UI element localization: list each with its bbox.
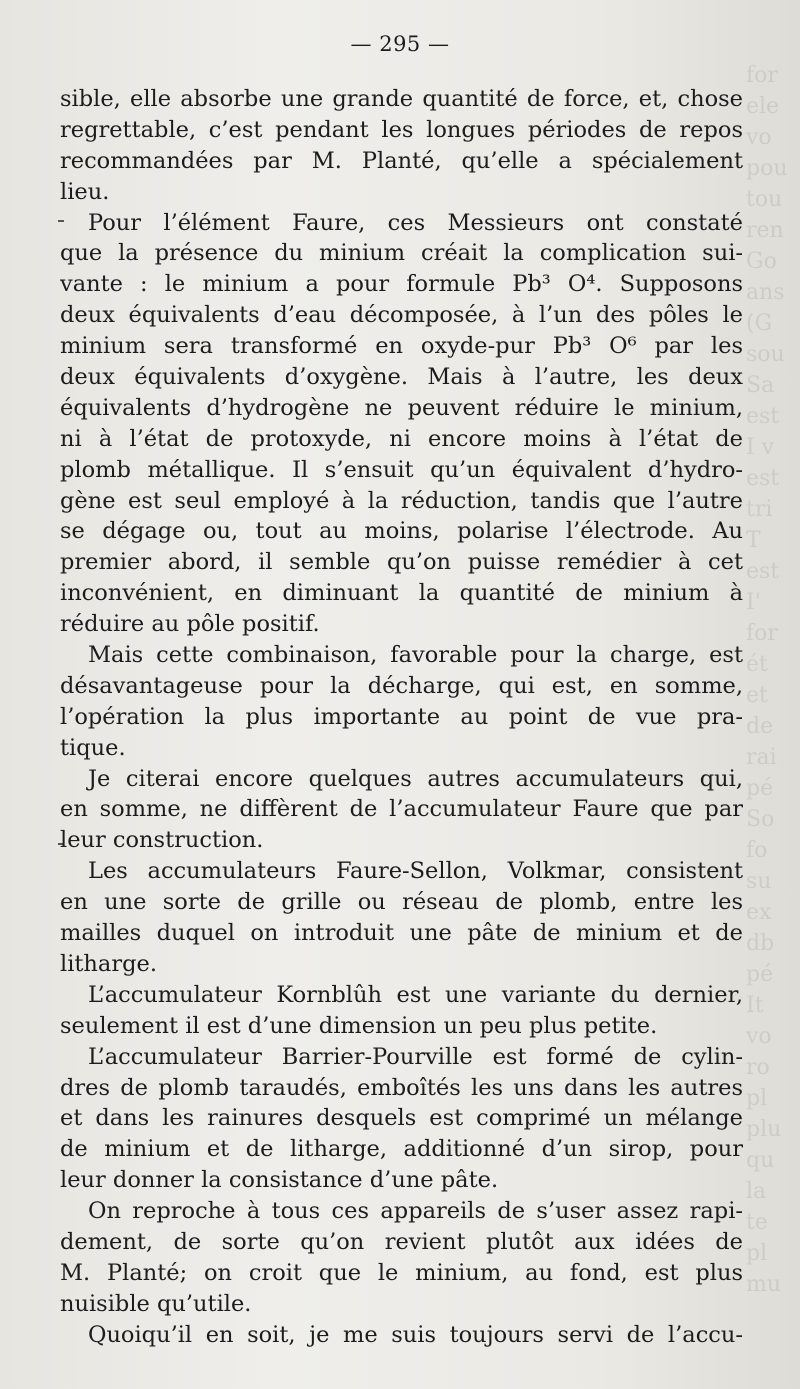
text-line: deux équivalents d’eau décomposée, à l’un des pôles le [60, 302, 743, 329]
bleed-through-text: for ele vo pou tou ren Go ans (G sou Sa est I v est tri T est I' for ét et de rai pé So fo su ex db pé It vo ro pl plu qu la te pl mu [746, 63, 788, 1297]
text-line: litharge. [60, 950, 157, 977]
text-line: seulement il est d’une dimension un peu plus petite. [60, 1012, 658, 1039]
text-line: dres de plomb taraudés, emboîtés les uns dans les autres [60, 1074, 743, 1101]
text-line: sible, elle absorbe une grande quantité de force, et, chose [60, 86, 743, 112]
text-line: recommandées par M. Planté, qu’elle a spécialement [60, 147, 743, 174]
text-line: l’opération la plus importante au point de vue pra- [60, 703, 743, 730]
text-line: nuisible qu’utile. [60, 1290, 252, 1317]
text-line: dement, de sorte qu’on revient plutôt aux idées de [60, 1228, 743, 1255]
text-line: tique. [60, 734, 126, 761]
text-line: vante : le minium a pour formule Pb³ O⁴. Supposons [60, 271, 743, 298]
text-line: que la présence du minium créait la complication sui- [60, 240, 743, 267]
text-line: L’accumulateur Kornblûh est une variante du dernier, [88, 981, 743, 1008]
text-line: Mais cette combinaison, favorable pour la charge, est [88, 642, 743, 669]
text-line: en une sorte de grille ou réseau de plomb, entre les [60, 889, 743, 916]
text-line: en somme, ne diffèrent de l’accumulateur Faure que par [60, 796, 743, 823]
text-line: équivalents d’hydrogène ne peuvent réduire le minium, [60, 394, 743, 421]
text-line: regrettable, c’est pendant les longues périodes de repos [60, 116, 743, 143]
text-line: inconvénient, en diminuant la quantité de minium à [60, 580, 743, 607]
page-number: — 295 — [350, 32, 450, 56]
body-text [60, 84, 743, 1351]
text-line: désavantageuse pour la décharge, qui est, en somme, [60, 672, 743, 699]
text-line: réduire au pôle positif. [60, 611, 320, 638]
text-line: se dégage ou, tout au moins, polarise l’électrode. Au [60, 518, 743, 545]
text-line: premier abord, il semble qu’on puisse remédier à cet [60, 549, 743, 576]
text-line: de minium et de litharge, additionné d’un sirop, pour [60, 1136, 743, 1163]
text-line: gène est seul employé à la réduction, tandis que l’autre [60, 487, 743, 514]
text-line: M. Planté; on croit que le minium, au fond, est plus [60, 1259, 743, 1286]
text-line: L’accumulateur Barrier-Pourville est formé de cylin- [88, 1043, 743, 1070]
text-line: Pour l’élément Faure, ces Messieurs ont constaté [88, 209, 743, 236]
text-line: Je citerai encore quelques autres accumulateurs qui, [88, 765, 743, 792]
text-line: ni à l’état de protoxyde, ni encore moins à l’état de [60, 425, 743, 452]
text-line: Les accumulateurs Faure-Sellon, Volkmar, consistent [88, 858, 743, 885]
text-line: et dans les rainures desquels est comprimé un mélange [60, 1105, 743, 1132]
text-line: plomb métallique. Il s’ensuit qu’un équivalent d’hydro- [60, 456, 743, 483]
text-line: leur construction. [60, 827, 264, 854]
text-line: On reproche à tous ces appareils de s’user assez rapi- [88, 1198, 743, 1225]
text-line: Quoiqu’il en soit, je me suis toujours servi de l’accu- [88, 1321, 743, 1348]
text-line: minium sera transformé en oxyde-pur Pb³ O⁶ par les [60, 333, 743, 360]
text-line: deux équivalents d’oxygène. Mais à l’autre, les deux [60, 364, 743, 391]
text-line: lieu. [60, 178, 110, 205]
text-line: mailles duquel on introduit une pâte de minium et de [60, 920, 743, 947]
text-line: leur donner la consistance d’une pâte. [60, 1167, 499, 1194]
